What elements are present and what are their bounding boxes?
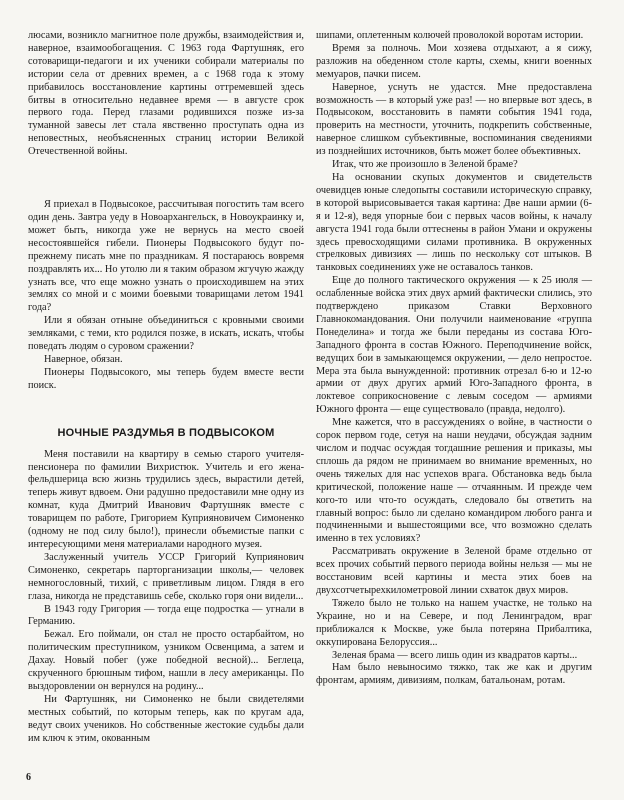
body-paragraph: Рассматривать окружение в Зеленой браме отдельно от всех прочих событий первого периода войны нельзя — мы не восстановим всей картины и места этих боев на двухсотчетырехкилометровой линии схваток двух миров. xyxy=(316,546,592,596)
section-paragraph: В 1943 году Григория — тогда еще подростка — угнали в Германию. xyxy=(28,603,304,628)
continuation-paragraph: шипами, оплетенным колючей проволокой воротам истории. xyxy=(316,30,584,41)
section-paragraph: Ни Фартушняк, ни Симоненко не были свидетелями местных событий, по которым теперь, как по кругам ада, ведут своих учеников. Но собственные жестокие судьбы дали им ключ к этим, окованным xyxy=(28,693,304,744)
body-paragraph: На основании скупых документов и свидетельств очевидцев юные следопыты составили историческую справку, в которой вырисовывается такая картина: Две наши армии (6-я и 12-я), ведя упорные бои с первых часов войны, к началу августа 1941 года были оттеснены в район Умани и окружены здесь превосходящими силами противника. В окруженных стрелковых дивизиях — лишь по нескольку сот штыков. В танковых соединениях уже не оставалось танков. xyxy=(316,171,592,274)
intro-paragraph: люсами, возникло магнитное поле дружбы, взаимодействия и, наверное, взаимообогащения. С 1963 года Фартушняк, его сотоварищи-педагоги и их ученики собирали материалы по истории села от древних времен, а с 1968 года к этому прибавилось восстановление картины оттремевшей здесь битвы в относительно недавнее время — в августе срок первого года. Перед глазами родившихся позже из-за туманной завесы лет стала явственно проступать одна из неповестных, необъясненных страниц истории Великой Отечественной войны. xyxy=(28,30,304,158)
page-number: 6 xyxy=(26,772,31,783)
section-heading: НОЧНЫЕ РАЗДУМЬЯ В ПОДВЫСОКОМ xyxy=(57,426,275,439)
body-paragraph: Нам было невыносимо тяжко, так же как и другим фронтам, армиям, дивизиям, полкам, батальонам, ротам. xyxy=(316,662,592,687)
body-paragraph: Еще до полного тактического окружения — к 25 июля — ослабленные войска этих двух армий фактически слились, это подтверждено приказом Ставки Верховного Главнокомандования. Они получили наименование «группа Понеделина» и тогда же были переданы из состава Юго-Западного фронта в состав Южного. Переподчинение войск, ведущих бои в замыкающемся окружении, — дело непростое. Мера эта была вынужденной: противник отрезал 6-ю и 12-ю армии от двух других армий Юго-Западного фронта, в локтевое соприкосновение с левым соседом — армиями Южного фронта — еще существовало (правда, недолго). xyxy=(316,275,592,416)
body-paragraph: Тяжело было не только на нашем участке, не только на Украине, но и на Севере, и под Ленинградом, враг приближался к Москве, уже была потеряна Прибалтика, оккупирована Белоруссия... xyxy=(316,597,592,648)
body-paragraph: Наверное, уснуть не удастся. Мне предоставлена возможность — в который уже раз! — но впервые вот здесь, в Подвысоком, восстановить в памяти события 1941 года, проверить на местности, уточнить, подкрепить собственные, наверное слишком субъективные, воспоминания сведениями из позднейших источников, быть может более объективных. xyxy=(316,81,592,158)
reflection-paragraph: Наверное, обязан. xyxy=(44,353,123,365)
right-column xyxy=(316,30,592,688)
body-paragraph: Время за полночь. Мои хозяева отдыхают, а я сижу, разложив на обеденном столе карты, схемы, книги военных мемуаров, пачки писем. xyxy=(316,42,592,80)
reflection-paragraph: Я приехал в Подвысокое, рассчитывая погостить там всего один день. Завтра уеду в Новоархангельск, в Новоукраинку и, может быть, никогда уже не вернусь на место своей несостоявшейся гибели. Пионеры Подвысокого будут по-прежнему писать мне по праздникам. Я постараюсь вовремя поздравлять их... Но утолю ли я таким образом жгучую жажду узнать все, что еще можно узнать о происходившем на этих землях со мной и с моими боевыми товарищами летом 1941 года? xyxy=(28,199,304,314)
body-paragraph: Мне кажется, что в рассуждениях о войне, в частности о сорок первом годе, сетуя на наши неудачи, обсуждая задним числом и подчас осуждая тогдашние решения и приказы, мы сплошь да рядом не принимаем во внимание временных, но очень тяжелых для нас успехов врага. Обстановка ведь была критической, положение наше — отчаянным. И прежде чем кого-то или что-то осуждать, следовало бы ответить на главный вопрос: было ли сделано командиром любого ранга и подчиненными и вышестоящими все, что возможно сделать именно в тех условиях? xyxy=(316,417,592,545)
body-paragraph: Итак, что же произошло в Зеленой браме? xyxy=(332,159,518,171)
reflection-paragraph: Или я обязан отныне объединиться с кровными своими земляками, с теми, кто родился позже, в искать, искать, чтобы поведать людям о суровом сражении? xyxy=(28,315,304,353)
section-paragraph: Заслуженный учитель УССР Григорий Куприянович Симоненко, секретарь парторганизации школы,— человек немногословный, тихий, с приветливым лицом. Глядя в его глаза, никогда не представишь себе, сколько горя они видели... xyxy=(28,551,304,602)
body-paragraph: Зеленая брама — всего лишь один из квадратов карты... xyxy=(332,649,578,661)
section-paragraph: Меня поставили на квартиру в семью старого учителя-пенсионера по фамилии Вихристюк. Учитель и его жена-фельдшерица всю жизнь трудились здесь, вырастили детей, теперь живут вдвоем. Они радушно предоставили мне одну из комнат, куда Дмитрий Иванович Фартушняк вместе с товарищем по работе, Григорием Куприяновичем Симоненко (одному не под силу было!), принесли объемистые папки с интересующими меня материалами народного музея. xyxy=(28,448,304,550)
left-column xyxy=(28,30,304,746)
section-break xyxy=(28,393,304,427)
section-paragraph: Бежал. Его поймали, он стал не просто остарбайтом, но политическим преступником, узником Освенцима, а затем и Дахау. Новый побег (уже победной весной)... Беглеца, скрученного брюшным тифом, нашли в лесу американцы. По выздоровлении он вернулся на родину... xyxy=(28,629,304,692)
section-break xyxy=(28,159,304,199)
reflection-paragraph: Пионеры Подвысокого, мы теперь будем вместе вести поиск. xyxy=(28,366,304,391)
